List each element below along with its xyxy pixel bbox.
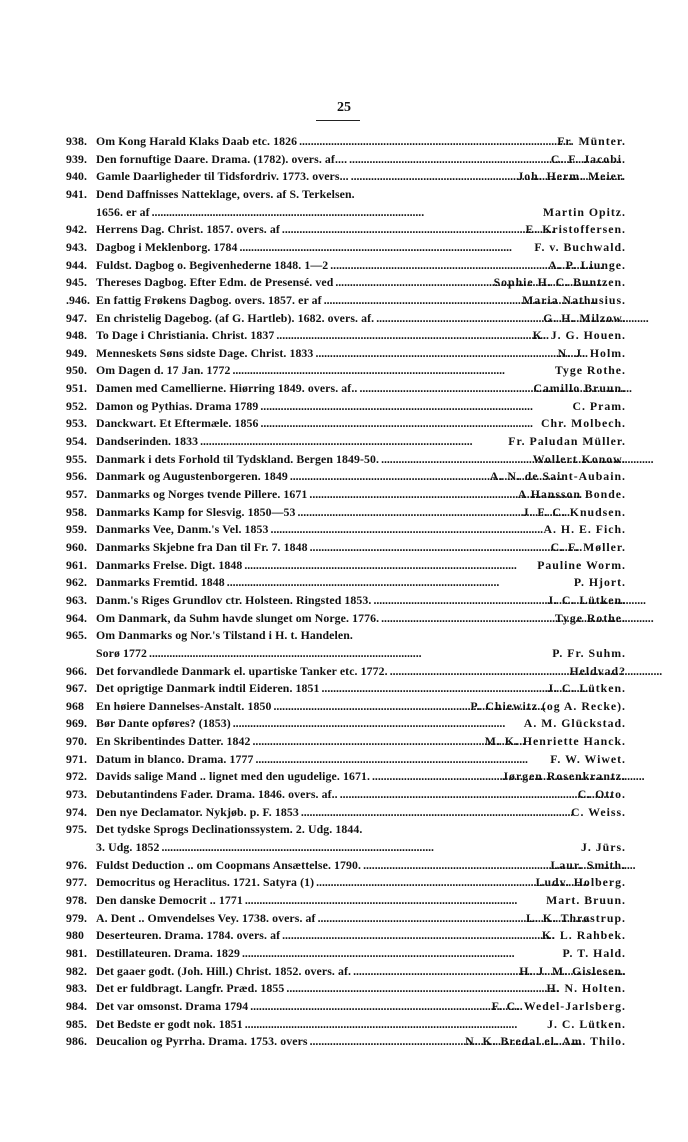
entry-author: Tyge Rothe. bbox=[554, 610, 626, 625]
entry-author: Sophie H. C. Buntzen. bbox=[493, 275, 626, 290]
entry-title: En christelig Dagebog. (af G. Hartleb). 1682. overs. af. bbox=[96, 310, 375, 325]
catalog-entry bbox=[66, 415, 626, 432]
entry-title: Det oprigtige Danmark indtil Eideren. 1851 bbox=[96, 681, 320, 696]
entry-title: Fuldst Deduction .. om Coopmans Ansættelse. 1790. bbox=[96, 857, 362, 872]
dot-leader bbox=[322, 680, 546, 697]
entry-author: Martin Opitz. bbox=[542, 204, 626, 219]
dot-leader bbox=[273, 698, 468, 715]
entry-author: A. P. Liunge. bbox=[548, 257, 626, 272]
dot-leader bbox=[161, 839, 578, 856]
catalog-entry bbox=[66, 804, 626, 821]
entry-number: 978. bbox=[66, 892, 88, 907]
dot-leader bbox=[200, 433, 506, 450]
dot-leader bbox=[149, 645, 550, 662]
entry-number: 941. bbox=[66, 186, 88, 201]
dot-leader bbox=[271, 521, 542, 538]
dot-leader bbox=[335, 274, 491, 291]
entry-number: 945. bbox=[66, 275, 88, 290]
entry-title: Om Dagen d. 17 Jan. 1772 bbox=[96, 363, 231, 378]
dot-leader bbox=[309, 486, 515, 503]
catalog-entry bbox=[66, 592, 626, 609]
entry-author: N. K. Bredal el. Am. Thilo. bbox=[465, 1034, 626, 1049]
dot-leader bbox=[242, 945, 560, 962]
entry-number: 962. bbox=[66, 575, 88, 590]
entry-author: C. F. Møller. bbox=[550, 539, 626, 554]
catalog-entry bbox=[66, 680, 626, 697]
entry-title: Democritus og Heraclitus. 1721. Satyra (1) bbox=[96, 875, 315, 890]
entry-author: C. Otto. bbox=[577, 787, 626, 802]
dot-leader bbox=[282, 927, 540, 944]
entry-author: Tyge Rothe. bbox=[554, 363, 626, 378]
page-number: 25 bbox=[337, 100, 351, 115]
entry-author: J. C. Lütken. bbox=[547, 681, 626, 696]
catalog-entry bbox=[66, 733, 626, 750]
entry-title: Danmark i dets Forhold til Tydskland. Bergen 1849-50. bbox=[96, 451, 380, 466]
entry-author: Heldvad? bbox=[569, 663, 626, 678]
entry-title: A. Dent .. Omvendelses Vey. 1738. overs. af bbox=[96, 910, 316, 925]
catalog-entry bbox=[66, 715, 626, 732]
dot-leader bbox=[299, 133, 555, 150]
dot-leader bbox=[351, 168, 516, 185]
dot-leader bbox=[255, 751, 548, 768]
catalog-entry bbox=[66, 539, 626, 556]
dot-leader bbox=[373, 592, 545, 609]
entry-title: Danmarks og Norges tvende Pillere. 1671 bbox=[96, 487, 308, 501]
catalog-entry bbox=[66, 398, 626, 415]
entry-number: 949. bbox=[66, 345, 88, 360]
entry-number: 963. bbox=[66, 592, 88, 607]
entry-number: 950. bbox=[66, 363, 88, 378]
entry-author: N. J. Holm. bbox=[557, 345, 626, 360]
entry-author: Laur. Smith. bbox=[550, 857, 626, 872]
dot-leader bbox=[310, 539, 549, 556]
entry-title: Datum in blanco. Drama. 1777 bbox=[96, 751, 254, 766]
entry-title: Det var omsonst. Drama 1794 bbox=[96, 998, 249, 1013]
catalog-entry bbox=[66, 345, 626, 362]
entry-title: Danmarks Kamp for Slesvig. 1850—53 bbox=[96, 504, 296, 519]
entry-author: M. K. Henriette Hanck. bbox=[484, 734, 626, 749]
entry-author: Camillo Bruun. bbox=[533, 381, 626, 396]
catalog-entry bbox=[66, 751, 626, 768]
entry-number: 974. bbox=[66, 804, 88, 819]
dot-leader bbox=[381, 451, 531, 468]
entry-title: Danm.'s Riges Grundlov ctr. Holsteen. Ringsted 1853. bbox=[96, 592, 372, 607]
entry-author: L. K. Thrøstrup. bbox=[525, 910, 626, 925]
entry-title: Danckwart. Et Eftermæle. 1856 bbox=[96, 416, 259, 431]
entry-number: 958. bbox=[66, 504, 88, 519]
catalog-entry bbox=[66, 168, 626, 185]
entry-title: Deserteuren. Drama. 1784. overs. af bbox=[96, 928, 281, 943]
entry-number: .946. bbox=[66, 292, 91, 307]
entry-number: 976. bbox=[66, 857, 88, 872]
catalog-entry bbox=[66, 504, 626, 521]
entry-author: G. H. Milzow. bbox=[543, 310, 626, 325]
entry-number: 938. bbox=[66, 134, 88, 148]
dot-leader bbox=[244, 557, 535, 574]
entry-number: 951. bbox=[66, 381, 88, 396]
catalog-entry bbox=[66, 645, 626, 662]
entry-title: Destillateuren. Drama. 1829 bbox=[96, 945, 241, 960]
entry-number: 975. bbox=[66, 822, 88, 837]
entry-author: Pauline Worm. bbox=[537, 557, 626, 572]
dot-leader bbox=[376, 310, 541, 327]
catalog-entry bbox=[66, 768, 626, 785]
dot-leader bbox=[318, 910, 524, 927]
catalog-entry bbox=[66, 380, 626, 397]
catalog-entry bbox=[66, 963, 626, 980]
entry-number: 973. bbox=[66, 787, 88, 802]
entry-author: F. C. Wedel-Jarlsberg. bbox=[491, 998, 626, 1013]
dot-leader bbox=[315, 345, 555, 362]
catalog-entry bbox=[66, 239, 626, 256]
entry-number: 944. bbox=[66, 257, 88, 272]
entry-author: H. J. M. Gislesen. bbox=[519, 963, 626, 978]
entry-title: Deucalion og Pyrrha. Drama. 1753. overs bbox=[96, 1034, 308, 1049]
catalog-entry bbox=[66, 327, 626, 344]
catalog-entry bbox=[66, 927, 626, 944]
catalog-entry bbox=[66, 257, 626, 274]
dot-leader bbox=[324, 292, 520, 309]
entry-title: En høiere Dannelses-Anstalt. 1850 bbox=[96, 698, 272, 713]
catalog-entry bbox=[66, 839, 626, 856]
entry-number: 985. bbox=[66, 1016, 88, 1031]
catalog-entry bbox=[66, 221, 626, 238]
catalog-entry bbox=[66, 874, 626, 891]
catalog-entry bbox=[66, 698, 626, 715]
entry-number: 940. bbox=[66, 169, 88, 184]
entry-number: 964. bbox=[66, 610, 88, 625]
catalog-entry bbox=[66, 204, 626, 221]
entry-title: Dend Daffnisses Natteklage, overs. af S. Terkelsen. bbox=[96, 186, 355, 201]
dot-leader bbox=[253, 733, 483, 750]
dot-leader bbox=[340, 786, 576, 803]
entry-title: Danmarks Fremtid. 1848 bbox=[96, 575, 225, 590]
catalog-entry bbox=[66, 945, 626, 962]
entry-number: 966. bbox=[66, 663, 88, 678]
catalog-entry bbox=[66, 574, 626, 591]
entry-title: Det Bedste er godt nok. 1851 bbox=[96, 1016, 243, 1031]
entry-number: 967. bbox=[66, 681, 88, 696]
entry-number: 970. bbox=[66, 734, 88, 749]
dot-leader bbox=[381, 610, 553, 627]
dot-leader bbox=[250, 998, 489, 1015]
entry-author: Fr. Münter. bbox=[557, 134, 626, 148]
entry-author: P. T. Hald. bbox=[562, 945, 626, 960]
entry-number: 977. bbox=[66, 875, 88, 890]
catalog-entry bbox=[66, 663, 626, 680]
entry-author: F. v. Buchwald. bbox=[534, 239, 626, 254]
entry-title: Dandserinden. 1833 bbox=[96, 434, 199, 449]
entry-number: 986. bbox=[66, 1034, 88, 1049]
entry-author: J. C. Lütken. bbox=[547, 592, 626, 607]
dot-leader bbox=[297, 504, 520, 521]
dot-leader bbox=[316, 874, 533, 891]
dot-leader bbox=[282, 221, 524, 238]
entry-title: Det forvandlede Danmark el. upartiske Tanker etc. 1772. bbox=[96, 663, 388, 678]
entry-author: P. Fr. Suhm. bbox=[552, 645, 626, 660]
catalog-entry bbox=[66, 557, 626, 574]
dot-leader bbox=[152, 204, 541, 221]
dot-leader bbox=[363, 857, 548, 874]
entry-author: C. Weiss. bbox=[571, 804, 626, 819]
entry-number: 955. bbox=[66, 451, 88, 466]
catalog-entry bbox=[66, 857, 626, 874]
entry-number: 947. bbox=[66, 310, 88, 325]
entry-number: 953. bbox=[66, 416, 88, 431]
entry-title: Den danske Democrit .. 1771 bbox=[96, 892, 243, 907]
catalog-entry bbox=[66, 910, 626, 927]
catalog-entry bbox=[66, 627, 626, 644]
entry-author: P. Chiewitz (og A. Recke). bbox=[470, 698, 626, 713]
entry-number: 959. bbox=[66, 522, 88, 537]
entry-title: En Skribentindes Datter. 1842 bbox=[96, 734, 251, 749]
catalog-entry bbox=[66, 133, 626, 150]
entry-title: Den nye Declamator. Nykjøb. p. F. 1853 bbox=[96, 804, 299, 819]
entry-title: Bør Dante opføres? (1853) bbox=[96, 716, 231, 731]
catalog-entry bbox=[66, 980, 626, 997]
entry-number: 980 bbox=[66, 928, 84, 943]
entry-number: 982. bbox=[66, 963, 88, 978]
entry-author: A Hansson Bonde. bbox=[517, 487, 626, 501]
entry-title: Om Kong Harald Klaks Daab etc. 1826 bbox=[96, 134, 298, 148]
entry-number: 981. bbox=[66, 945, 88, 960]
dot-leader bbox=[330, 257, 546, 274]
entry-number: 956. bbox=[66, 469, 88, 484]
catalog-entry bbox=[66, 521, 626, 538]
entry-author: Mart. Bruun. bbox=[546, 892, 626, 907]
entry-author: H. N. Holten. bbox=[546, 981, 626, 996]
entry-author: C. F. Jacobi. bbox=[550, 151, 626, 166]
catalog-entry bbox=[66, 998, 626, 1015]
catalog-entry bbox=[66, 486, 626, 503]
dot-leader bbox=[232, 362, 552, 379]
entry-title: Thereses Dagbog. Efter Edm. de Presensé. ved bbox=[96, 275, 334, 290]
entry-title: Herrens Dag. Christ. 1857. overs. af bbox=[96, 222, 280, 237]
entry-title: To Dage i Christiania. Christ. 1837 bbox=[96, 328, 275, 343]
dot-leader bbox=[301, 804, 569, 821]
dot-leader bbox=[260, 398, 570, 415]
entry-author: F. W. Wiwet. bbox=[550, 751, 626, 766]
entry-author: C. Pram. bbox=[572, 398, 626, 413]
entry-author: Fr. Paludan Müller. bbox=[508, 434, 626, 449]
entry-title: Gamle Daarligheder til Tidsfordriv. 1773. overs... bbox=[96, 169, 349, 184]
catalog-entry bbox=[66, 151, 626, 168]
entry-author: P. Hjort. bbox=[573, 575, 626, 590]
entry-title: En fattig Frøkens Dagbog. overs. 1857. er af bbox=[96, 292, 322, 307]
entry-title: Det gaaer godt. (Joh. Hill.) Christ. 1852. overs. af. bbox=[96, 963, 352, 978]
entry-author: Maria Nathusius. bbox=[522, 292, 626, 307]
catalog-entry bbox=[66, 1016, 626, 1033]
entry-number: 961. bbox=[66, 557, 88, 572]
dot-leader bbox=[245, 892, 544, 909]
entry-author: K. J. G. Houen. bbox=[532, 328, 626, 343]
catalog-entry bbox=[66, 186, 626, 203]
entry-title: Danmarks Frelse. Digt. 1848 bbox=[96, 557, 243, 572]
entry-author: A. N. de Saint-Aubain. bbox=[489, 469, 626, 484]
entry-author: Wollert Konow. bbox=[532, 451, 626, 466]
dot-leader bbox=[359, 380, 531, 397]
entry-title: Danmarks Vee, Danm.'s Vel. 1853 bbox=[96, 522, 269, 537]
entry-author: A. H. E. Fich. bbox=[543, 522, 626, 537]
entry-number: 948. bbox=[66, 328, 88, 343]
dot-leader bbox=[349, 151, 549, 168]
entry-number: 971. bbox=[66, 751, 88, 766]
entry-title: Damon og Pythias. Drama 1789 bbox=[96, 398, 259, 413]
catalog-entry bbox=[66, 292, 626, 309]
catalog-entry bbox=[66, 892, 626, 909]
dot-leader bbox=[260, 415, 539, 432]
entry-author: K. L. Rahbek. bbox=[541, 928, 626, 943]
entry-number: 969. bbox=[66, 716, 88, 731]
dot-leader bbox=[276, 327, 530, 344]
catalog-entry bbox=[66, 821, 626, 838]
catalog-entry bbox=[66, 786, 626, 803]
catalog-entry bbox=[66, 433, 626, 450]
dot-leader bbox=[353, 963, 517, 980]
dot-leader bbox=[286, 980, 544, 997]
entry-title: Debutantindens Fader. Drama. 1846. overs. af.. bbox=[96, 787, 338, 802]
entry-title: Det er fuldbragt. Langfr. Præd. 1855 bbox=[96, 981, 285, 996]
entry-number: 972. bbox=[66, 769, 88, 784]
entry-title: Menneskets Søns sidste Dage. Christ. 1833 bbox=[96, 345, 314, 360]
page-number-rule bbox=[316, 120, 360, 121]
entry-author: Chr. Molbech. bbox=[541, 416, 626, 431]
entry-author: J. C. Lütken. bbox=[547, 1016, 626, 1031]
dot-leader bbox=[390, 663, 568, 680]
entry-title: Den fornuftige Daare. Drama. (1782). overs. af.... bbox=[96, 151, 348, 166]
entry-title: 3. Udg. 1852 bbox=[96, 840, 160, 854]
entry-author: Jørgen Rosenkrantz. bbox=[502, 769, 626, 784]
catalog-entry bbox=[66, 451, 626, 468]
entry-title: Danmarks Skjebne fra Dan til Fr. 7. 1848 bbox=[96, 539, 308, 554]
dot-leader bbox=[310, 1033, 463, 1050]
entry-number: 952. bbox=[66, 398, 88, 413]
entry-title: Dagbog i Meklenborg. 1784 bbox=[96, 239, 238, 254]
entry-number: 942. bbox=[66, 222, 88, 237]
entry-author: J. F. C. Knudsen. bbox=[522, 504, 626, 519]
entry-number: 965. bbox=[66, 628, 88, 643]
dot-leader bbox=[245, 1016, 545, 1033]
entry-title: Det tydske Sprogs Declinationssystem. 2. Udg. 1844. bbox=[96, 822, 363, 837]
dot-leader bbox=[227, 574, 572, 591]
catalog-entry bbox=[66, 362, 626, 379]
entry-number: 983. bbox=[66, 981, 88, 996]
entry-title: Danmark og Augustenborgeren. 1849 bbox=[96, 469, 288, 484]
entry-title: Damen med Camellierne. Hiørring 1849. overs. af.. bbox=[96, 381, 358, 396]
catalog-entry bbox=[66, 310, 626, 327]
entry-number: 957. bbox=[66, 487, 88, 501]
entry-author: Ludv. Holberg. bbox=[535, 875, 626, 890]
catalog-entry bbox=[66, 610, 626, 627]
dot-leader bbox=[372, 768, 500, 785]
entry-title: Om Danmarks og Nor.'s Tilstand i H. t. Handelen. bbox=[96, 628, 353, 643]
entry-author: J. Jürs. bbox=[580, 840, 626, 854]
dot-leader bbox=[239, 239, 532, 256]
entry-title: Om Danmark, da Suhm havde slunget om Norge. 1776. bbox=[96, 610, 380, 625]
entry-title: 1656. er af bbox=[96, 204, 150, 219]
entry-author: A. M. Glückstad. bbox=[523, 716, 626, 731]
entry-number: 979. bbox=[66, 910, 88, 925]
entry-number: 960. bbox=[66, 539, 88, 554]
dot-leader bbox=[290, 468, 488, 485]
entry-number: 943. bbox=[66, 239, 88, 254]
entry-number: 968 bbox=[66, 698, 84, 713]
catalog-entry bbox=[66, 1033, 626, 1050]
entry-title: Fuldst. Dagbog o. Begivenhederne 1848. 1—2 bbox=[96, 257, 329, 272]
entry-number: 954. bbox=[66, 434, 88, 449]
entry-title: Davids salige Mand .. lignet med den ugudelige. 1671. bbox=[96, 769, 371, 784]
entry-author: Joh. Herm. Meier. bbox=[517, 169, 626, 184]
catalog-entry bbox=[66, 468, 626, 485]
entry-title: Sorø 1772 bbox=[96, 645, 148, 660]
catalog-entry bbox=[66, 274, 626, 291]
entry-number: 984. bbox=[66, 998, 88, 1013]
entry-number: 939. bbox=[66, 151, 88, 166]
dot-leader bbox=[233, 715, 522, 732]
entry-author: E. Kristoffersen. bbox=[525, 222, 626, 237]
